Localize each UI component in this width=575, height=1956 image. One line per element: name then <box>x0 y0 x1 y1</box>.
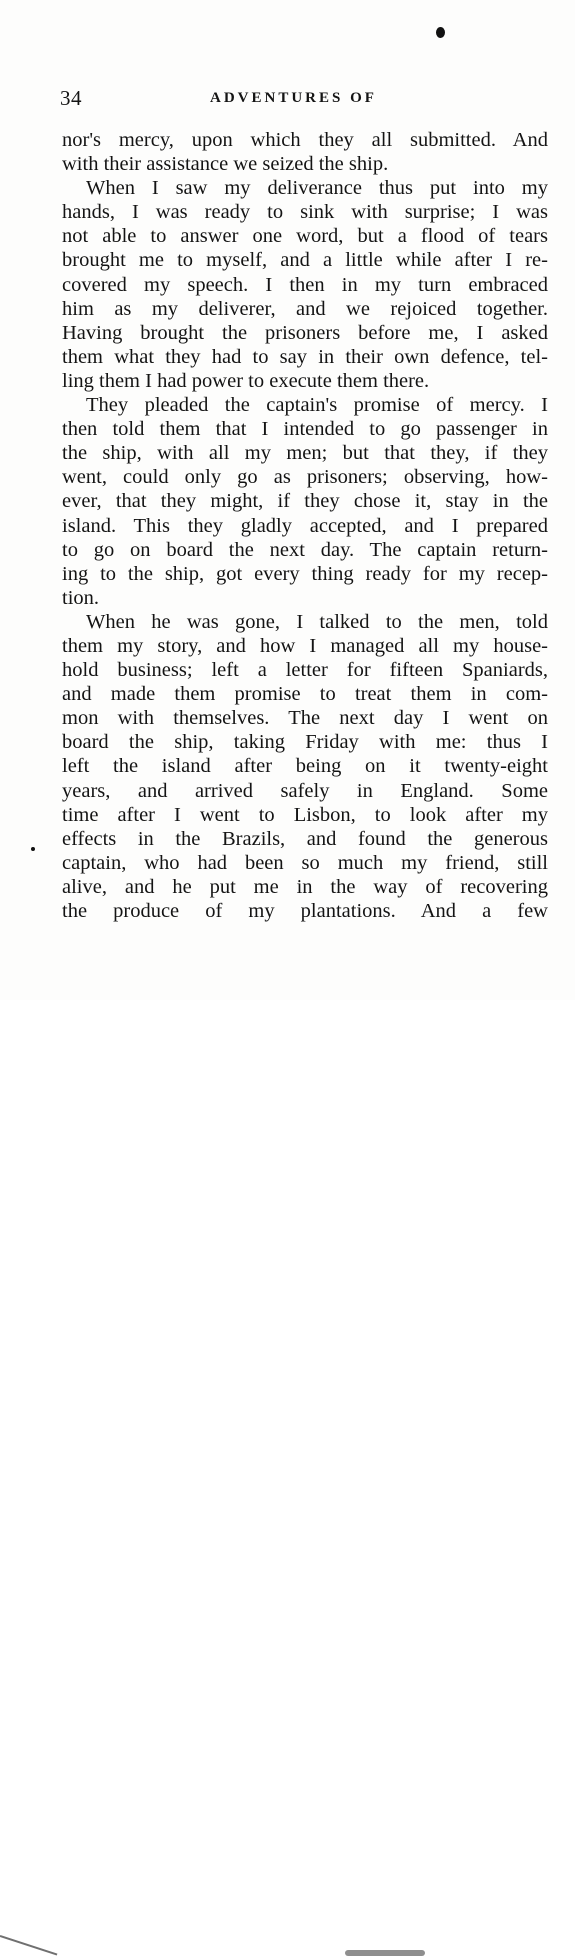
text-line: ling them I had power to execute them there. <box>62 369 430 392</box>
text-line: They pleaded the captain's promise of mercy. I <box>86 394 548 417</box>
text-line: the produce of my plantations. And a few <box>62 900 548 922</box>
body-text <box>62 128 548 923</box>
text-line: mon with themselves. The next day I went on <box>62 707 548 730</box>
ink-speck <box>31 847 35 851</box>
text-line: alive, and he put me in the way of recovering <box>62 875 548 898</box>
text-line: covered my speech. I then in my turn embraced <box>62 273 548 296</box>
text-line: went, could only go as prisoners; observing, how- <box>62 466 548 489</box>
running-head: ADVENTURES OF <box>210 90 377 106</box>
ink-blot <box>436 27 445 38</box>
text-line: tion. <box>62 586 100 609</box>
text-line: time after I went to Lisbon, to look after my <box>62 803 548 826</box>
text-line: When he was gone, I talked to the men, told <box>86 610 548 633</box>
edge-scratch <box>0 1935 57 1955</box>
text-line: captain, who had been so much my friend, still <box>62 851 548 874</box>
text-line: board the ship, taking Friday with me: thus I <box>62 731 548 754</box>
text-line: hold business; left a letter for fifteen Spaniards, <box>62 659 548 682</box>
text-line: them what they had to say in their own defence, tel- <box>62 345 548 368</box>
page-number: 34 <box>60 86 82 110</box>
text-line: with their assistance we seized the ship. <box>62 153 389 176</box>
text-line: island. This they gladly accepted, and I prepared <box>62 514 548 537</box>
text-line: them my story, and how I managed all my house- <box>62 634 548 657</box>
text-line: left the island after being on it twenty-eight <box>62 755 548 778</box>
text-line: brought me to myself, and a little while after I re- <box>62 249 548 272</box>
page-bottom-edge <box>0 960 575 1000</box>
page-header <box>60 86 550 114</box>
text-line: When I saw my deliverance thus put into my <box>86 177 548 200</box>
text-line: hands, I was ready to sink with surprise; I was <box>62 201 548 224</box>
text-line: the ship, with all my men; but that they, if they <box>62 442 548 465</box>
text-line: and made them promise to treat them in com- <box>62 683 548 706</box>
text-line: years, and arrived safely in England. Some <box>62 779 548 802</box>
text-line: him as my deliverer, and we rejoiced together. <box>62 297 548 320</box>
text-line: effects in the Brazils, and found the generous <box>62 827 548 850</box>
text-line: to go on board the next day. The captain return- <box>62 538 548 561</box>
text-line: nor's mercy, upon which they all submitted. And <box>62 129 548 151</box>
bottom-smudge <box>345 1950 425 1956</box>
text-line: not able to answer one word, but a flood of tears <box>62 225 548 248</box>
text-line: ever, that they might, if they chose it, stay in the <box>62 490 548 513</box>
text-line: Having brought the prisoners before me, I asked <box>62 321 548 344</box>
text-line: ing to the ship, got every thing ready for my recep- <box>62 562 548 585</box>
text-line: then told them that I intended to go passenger in <box>62 418 548 441</box>
